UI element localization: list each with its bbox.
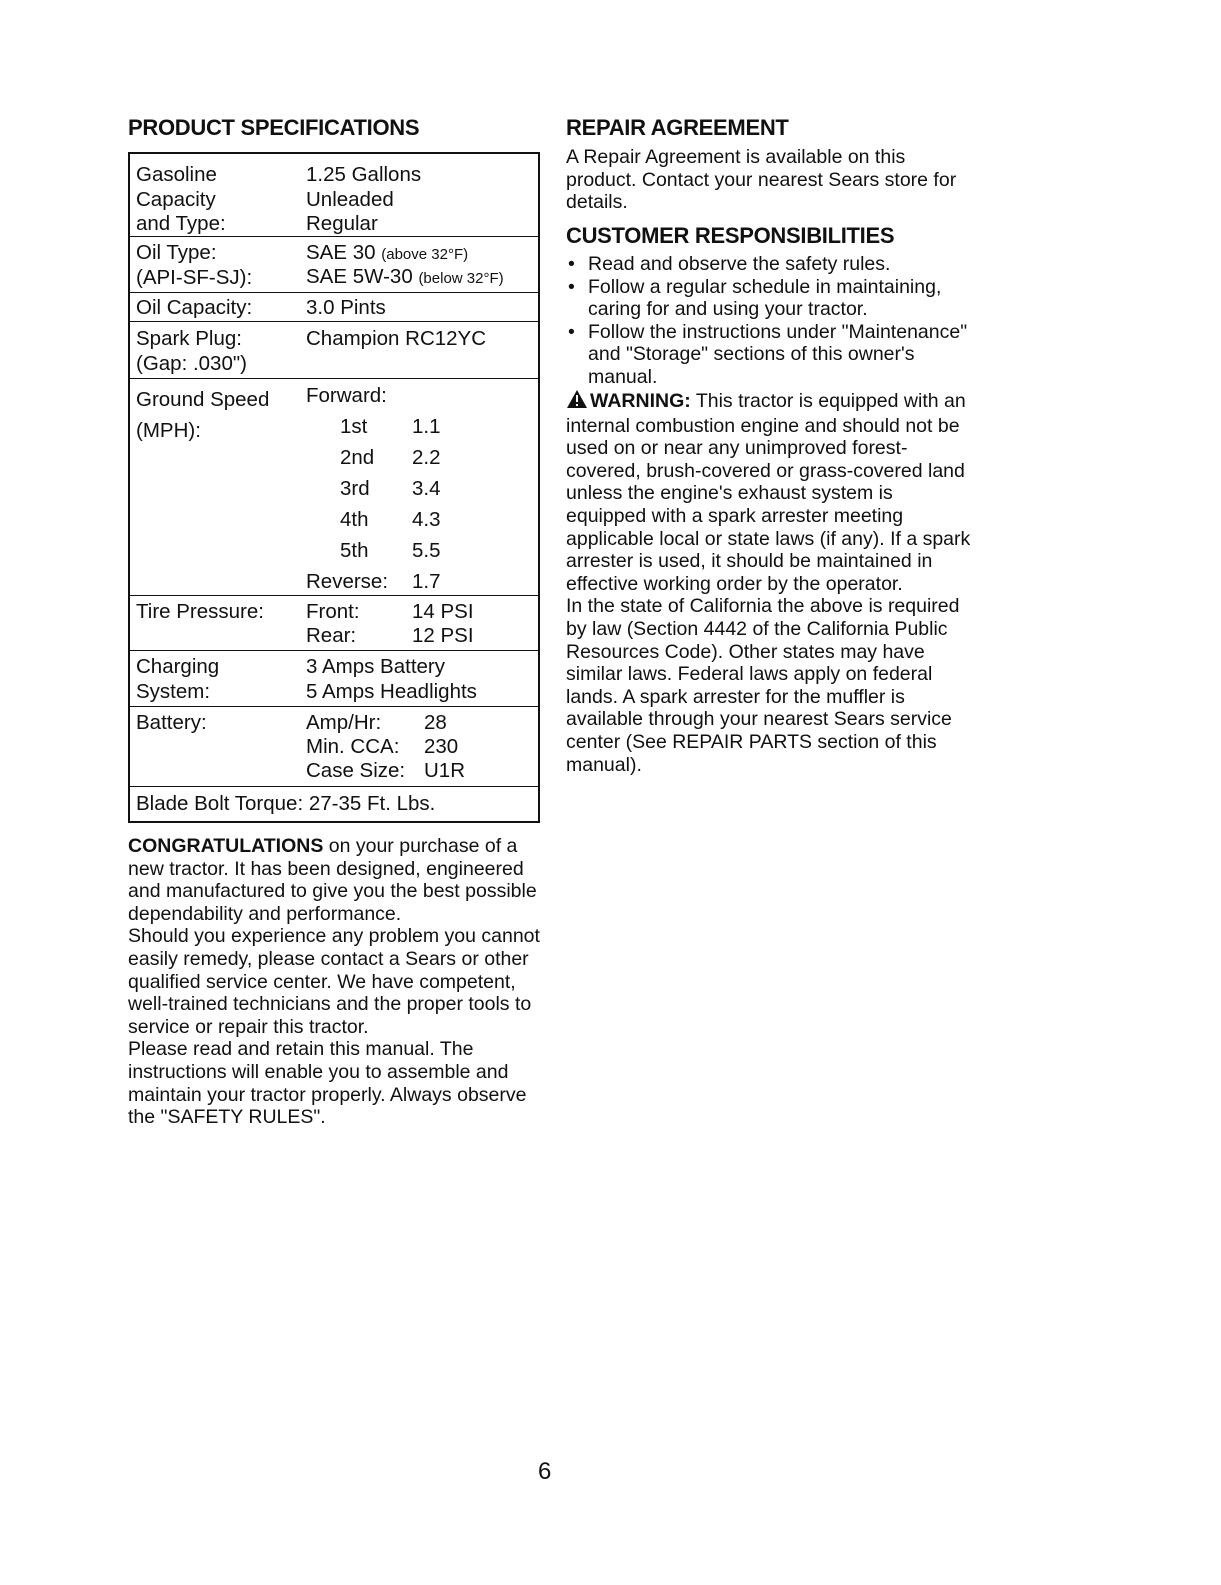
spec-row-oil-capacity (130, 293, 538, 322)
customer-heading: CUSTOMER RESPONSIBILITIES (566, 223, 895, 248)
spec-label: Gasoline Capacity and Type: (136, 163, 226, 235)
gear-speed: 3.4 (412, 477, 441, 500)
customer-list (566, 253, 976, 389)
gear-speed: 1.1 (412, 415, 441, 438)
gear-speed: 2.2 (412, 446, 441, 469)
gear-speed: 4.3 (412, 508, 441, 531)
list-item: • Read and observe the safety rules. (568, 253, 891, 275)
gear-label: 2nd (340, 446, 375, 469)
list-item: • Follow a regular schedule in maintaining, caring for and using your tractor. (568, 275, 942, 321)
bullet: • (568, 253, 575, 275)
page-number: 6 (538, 1458, 552, 1485)
spec-row-tire-pressure (130, 596, 538, 651)
repair-text: A Repair Agreement is available on this product. Contact your nearest Sears store for details. (566, 146, 957, 214)
gear-label: 3rd (340, 477, 370, 500)
spec-value: 1.25 Gallons Unleaded Regular (306, 163, 422, 235)
warning-text (566, 389, 976, 776)
spec-table (128, 152, 540, 823)
spec-label: Charging System: (136, 655, 220, 703)
rear-label: Rear: (306, 624, 357, 647)
congratulations-text (128, 835, 540, 1129)
forward-label: Forward: (306, 384, 387, 407)
warning-paragraph: WARNING: This tractor is equipped with an internal combustion engine and should not be used on or near any unimproved forest-covered, brush-covered or grass-covered land unless the engine's exhaust system is equipped with a spark arrester meeting applicable local or state laws (if any). If a spark arrester is used, it should be maintained in effective working order by the operator. (566, 390, 971, 595)
case-label: Case Size: (306, 759, 406, 782)
front-value: 14 PSI (412, 600, 474, 623)
spec-label: Tire Pressure: (136, 600, 264, 623)
reverse-label: Reverse: (306, 570, 389, 593)
list-item: • Follow the instructions under "Maintenance" and "Storage" sections of this owner's manual. (568, 320, 968, 388)
spec-value: Champion RC12YC (306, 327, 487, 350)
spec-row-gasoline (130, 154, 538, 237)
cca-label: Min. CCA: (306, 735, 400, 758)
spec-row-blade-bolt (130, 787, 538, 821)
spec-label: Battery: (136, 711, 207, 734)
spec-label: Spark Plug: (Gap: .030") (136, 327, 247, 375)
spec-label: Oil Type: (API-SF-SJ): (136, 241, 253, 289)
reverse-speed: 1.7 (412, 570, 441, 593)
spec-row-spark-plug (130, 322, 538, 379)
spec-value: SAE 30 (above 32°F) (306, 241, 469, 264)
rear-value: 12 PSI (412, 624, 474, 647)
spec-value: SAE 5W-30 (below 32°F) (306, 265, 504, 288)
gear-label: 1st (340, 415, 368, 438)
warning-paragraph: In the state of California the above is required by law (Section 4442 of the California Public Resources Code). Other states may have similar laws. Federal laws apply on federal lands. A spark arrester for the muffler is available through your nearest Sears service center (See REPAIR PARTS section of this manual). (566, 595, 960, 776)
warning-triangle-icon (566, 389, 588, 415)
amp-value: 28 (424, 711, 447, 734)
spec-label: Ground Speed (MPH): (136, 388, 270, 442)
bullet: • (568, 275, 575, 298)
warning-label: WARNING: (590, 390, 691, 412)
cca-value: 230 (424, 735, 459, 758)
congrats-paragraph: Please read and retain this manual. The instructions will enable you to assemble and maintain your tractor properly. Always observe the "SAFETY RULES". (128, 1038, 527, 1129)
congrats-paragraph: CONGRATULATIONS on your purchase of a new tractor. It has been designed, engineered and manufactured to give you the best possible dependability and performance. (128, 835, 537, 925)
spec-heading: PRODUCT SPECIFICATIONS (128, 115, 420, 140)
gear-label: 4th (340, 508, 369, 531)
gear-label: 5th (340, 539, 369, 562)
spec-label: Blade Bolt Torque: 27-35 Ft. Lbs. (136, 792, 436, 815)
spec-row-battery (130, 707, 538, 787)
repair-heading: REPAIR AGREEMENT (566, 115, 789, 140)
bullet: • (568, 320, 575, 343)
amp-label: Amp/Hr: (306, 711, 382, 734)
front-label: Front: (306, 600, 360, 623)
case-value: U1R (424, 759, 466, 782)
spec-value: 3 Amps Battery 5 Amps Headlights (306, 655, 477, 703)
spec-value: 3.0 Pints (306, 296, 386, 319)
spec-row-charging (130, 651, 538, 707)
spec-label: Oil Capacity: (136, 296, 253, 319)
spec-row-ground-speed (130, 379, 538, 596)
congrats-lead: CONGRATULATIONS (128, 835, 324, 857)
congrats-paragraph: Should you experience any problem you cannot easily remedy, please contact a Sears or other qualified service center. We have competent, well-trained technicians and the proper tools to service or repair this tractor. (128, 925, 540, 1038)
spec-row-oil-type (130, 237, 538, 293)
gear-speed: 5.5 (412, 539, 441, 562)
